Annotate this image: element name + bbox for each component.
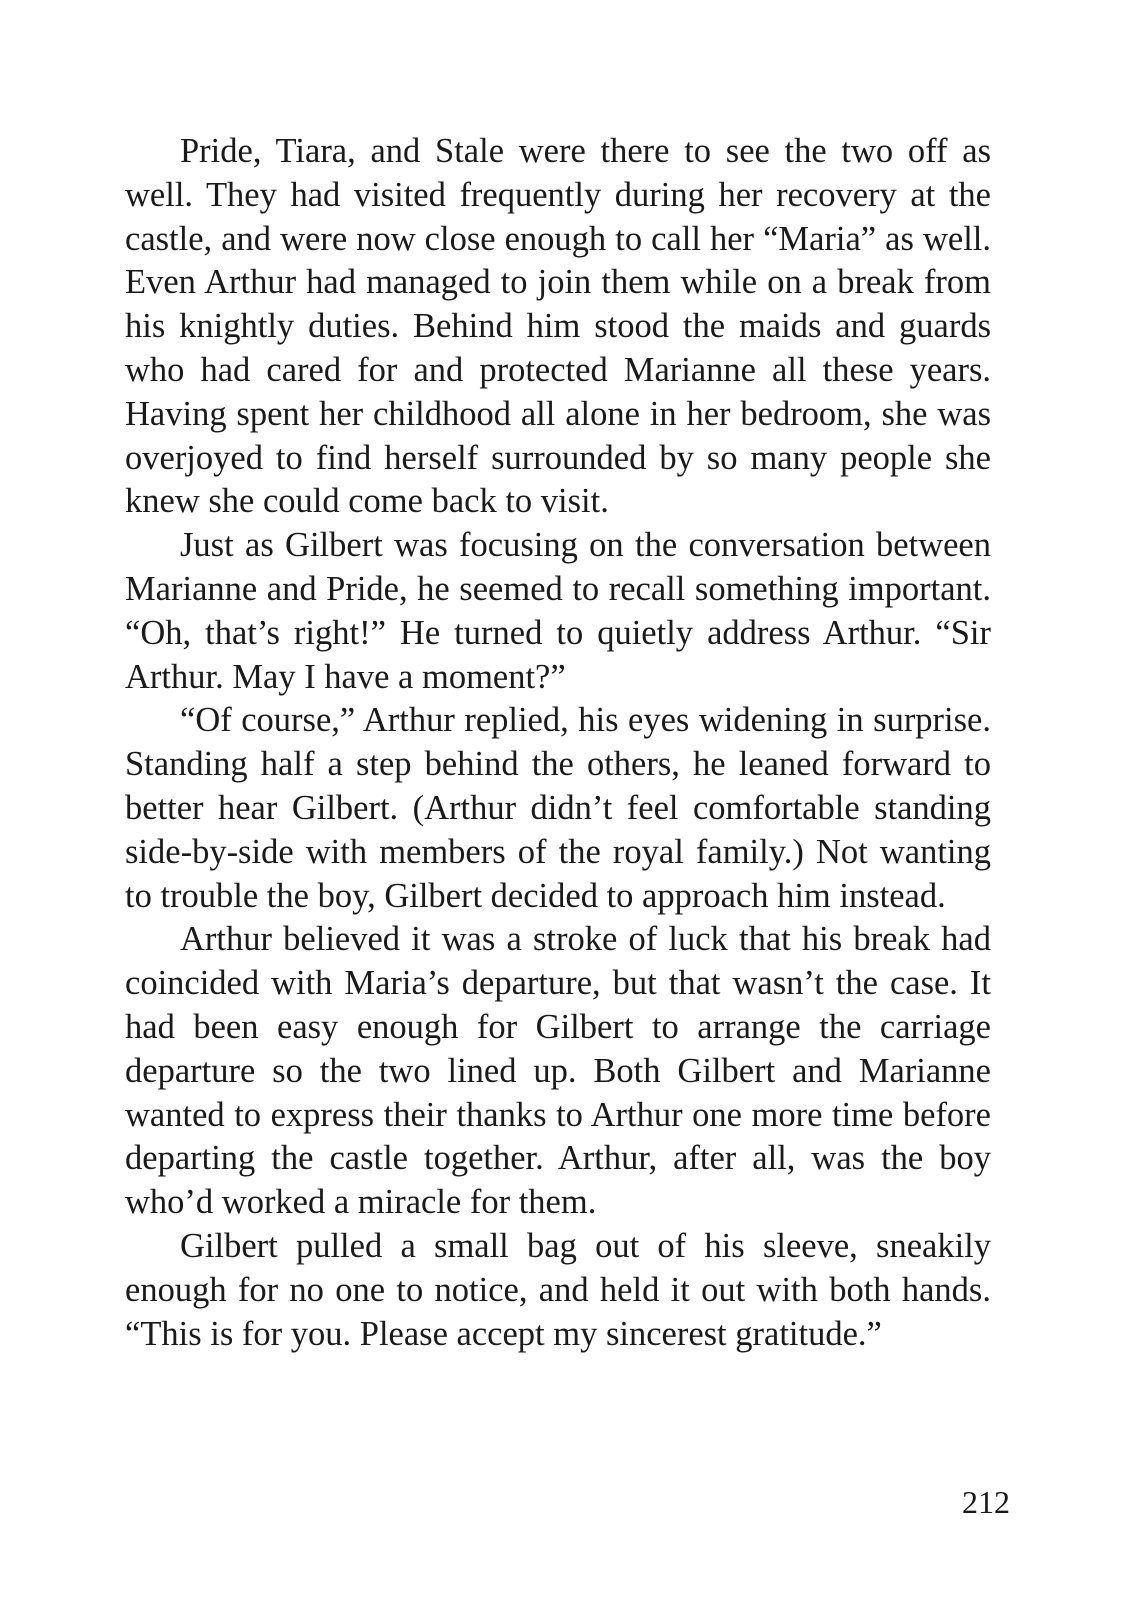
paragraph: Gilbert pulled a small bag out of his sleeve, sneakily enough for no one to notice, and held it out with both hands. “This is for you. Please accept my sincerest gratitude.” bbox=[125, 1226, 991, 1353]
paragraph: Pride, Tiara, and Stale were there to see the two off as well. They had visited frequently during her recovery at the castle, and were now close enough to call her “Maria” as well. Even Arthur had managed to join them while on a break from his knightly duties. Behind him stood the maids and guards who had cared for and protected Marianne all these years. Having spent her childhood all alone in her bedroom, she was overjoyed to find herself surrounded by so many people she knew she could come back to visit. bbox=[125, 132, 991, 521]
page-number: 212 bbox=[962, 1484, 1010, 1520]
paragraph: Just as Gilbert was focusing on the conversation between Marianne and Pride, he seemed to recall something important. “Oh, that’s right!” He turned to quietly address Arthur. “Sir Arthur. May I have a moment?” bbox=[125, 526, 991, 696]
paragraph: Arthur believed it was a stroke of luck that his break had coincided with Maria’s departure, but that wasn’t the case. It had been easy enough for Gilbert to arrange the carriage departure so the two lined up. Both Gilbert and Marianne wanted to express their thanks to Arthur one more time before departing the castle together. Arthur, after all, was the boy who’d worked a miracle for them. bbox=[125, 920, 991, 1222]
body-text bbox=[125, 130, 991, 1356]
paragraph: “Of course,” Arthur replied, his eyes widening in surprise. Standing half a step behind the others, he leaned forward to better hear Gilbert. (Arthur didn’t feel comfortable standing side-by-side with members of the royal family.) Not wanting to trouble the boy, Gilbert decided to approach him instead. bbox=[125, 701, 991, 915]
